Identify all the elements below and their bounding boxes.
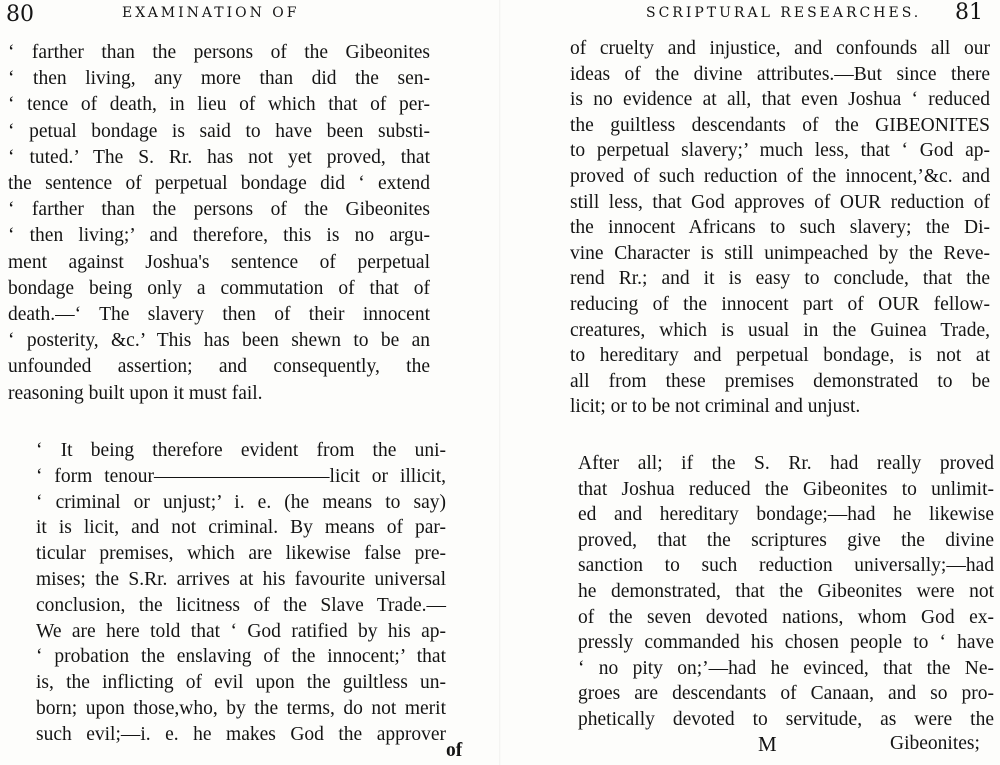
text-line: the guiltless descendants of the GIBEONITES — [570, 114, 990, 136]
text-line: ‘ no pity on;’—had he evinced, that the Ne- — [578, 657, 994, 679]
text-line: of the seven devoted nations, whom God ex- — [578, 606, 994, 628]
text-line: ‘ then living, any more than did the sen- — [8, 68, 430, 90]
text-line: to perpetual slavery;’ much less, that ‘ God ap- — [570, 140, 990, 162]
text-line: such evil;—i. e. he makes God the approver — [36, 723, 446, 745]
text-line: ‘ posterity, &c.’ This has been shewn to be an — [8, 330, 430, 352]
text-line: death.—‘ The slavery then of their innocent — [8, 304, 430, 325]
text-line: is no evidence at all, that even Joshua ‘ reduced — [570, 89, 990, 111]
text-line: creatures, which is usual in the Guinea Trade, — [570, 319, 990, 341]
text-line: reasoning built upon it must fail. — [8, 382, 263, 404]
right-catchword: Gibeonites; — [890, 733, 980, 754]
text-line: ‘ form tenour—————————licit or illicit, — [36, 465, 446, 487]
text-line: ideas of the divine attributes.—But since there — [570, 63, 990, 85]
text-line: vine Character is still unimpeached by the Reve- — [570, 242, 990, 264]
text-line: pressly commanded his chosen people to ‘ have — [578, 632, 994, 654]
text-line: ‘ tence of death, in lieu of which that of per- — [8, 94, 430, 116]
text-line: ment against Joshua's sentence of perpetual — [8, 251, 430, 273]
text-line: ‘ farther than the persons of the Gibeonites — [8, 199, 430, 221]
text-line: ‘ criminal or unjust;’ i. e. (he means to say) — [36, 491, 446, 513]
text-line: proved of such reduction of the innocent,’&c. and — [570, 166, 990, 187]
right-page — [500, 0, 1000, 765]
text-line: the sentence of perpetual bondage did ‘ extend — [8, 173, 430, 194]
left-running-head: EXAMINATION OF — [122, 5, 300, 21]
text-line: still less, that God approves of OUR reduction of — [570, 191, 990, 213]
text-line: reducing of the innocent part of OUR fellow- — [570, 294, 990, 315]
text-line: conclusion, the licitness of the Slave Trade.— — [36, 594, 446, 616]
text-line: groes are descendants of Canaan, and so pro- — [578, 683, 994, 705]
text-line: phetically devoted to servitude, as were the — [578, 709, 994, 730]
right-page-number: 81 — [955, 0, 983, 25]
text-line: the innocent Africans to such slavery; the Di- — [570, 217, 990, 239]
text-line: it is licit, and not criminal. By means of par- — [36, 517, 446, 539]
text-line: ‘ farther than the persons of the Gibeonites — [8, 42, 430, 63]
text-line: ‘ then living;’ and therefore, this is no argu- — [8, 225, 430, 247]
text-line: rend Rr.; and it is easy to conclude, that the — [570, 268, 990, 290]
text-line: to hereditary and perpetual bondage, is not at — [570, 345, 990, 367]
text-line: mises; the S.Rr. arrives at his favourite universal — [36, 569, 446, 590]
text-line: bondage being only a commutation of that of — [8, 277, 430, 299]
text-line: ‘ tuted.’ The S. Rr. has not yet proved, that — [8, 146, 430, 168]
text-line: ‘ It being therefore evident from the uni- — [36, 440, 446, 461]
text-line: proved, that the scriptures give the divine — [578, 529, 994, 551]
text-line: born; upon those,who, by the terms, do not merit — [36, 698, 446, 719]
text-line: ticular premises, which are likewise false pre- — [36, 543, 446, 565]
text-line: unfounded assertion; and consequently, the — [8, 356, 430, 378]
text-line: After all; if the S. Rr. had really proved — [578, 453, 994, 474]
left-page-number: 80 — [6, 2, 34, 27]
text-line: is, the inflicting of evil upon the guiltless un- — [36, 672, 446, 694]
left-catchword: of — [446, 740, 463, 761]
text-line: of cruelty and injustice, and confounds all our — [570, 38, 990, 59]
text-line: ed and hereditary bondage;—had he likewise — [578, 504, 994, 526]
text-line: that Joshua reduced the Gibeonites to unlimit- — [578, 478, 994, 500]
text-line: all from these premises demonstrated to be — [570, 370, 990, 392]
text-line: ‘ petual bondage is said to have been substi- — [8, 120, 430, 142]
text-line: he demonstrated, that the Gibeonites were not — [578, 581, 994, 602]
text-line: sanction to such reduction universally;—had — [578, 555, 994, 577]
right-running-head: SCRIPTURAL RESEARCHES. — [646, 5, 922, 21]
text-line: ‘ probation the enslaving of the innocent;’ that — [36, 646, 446, 668]
text-line: licit; or to be not criminal and unjust. — [570, 396, 861, 418]
signature-mark: M — [758, 732, 777, 756]
text-line: We are here told that ‘ God ratified by his ap- — [36, 620, 446, 642]
